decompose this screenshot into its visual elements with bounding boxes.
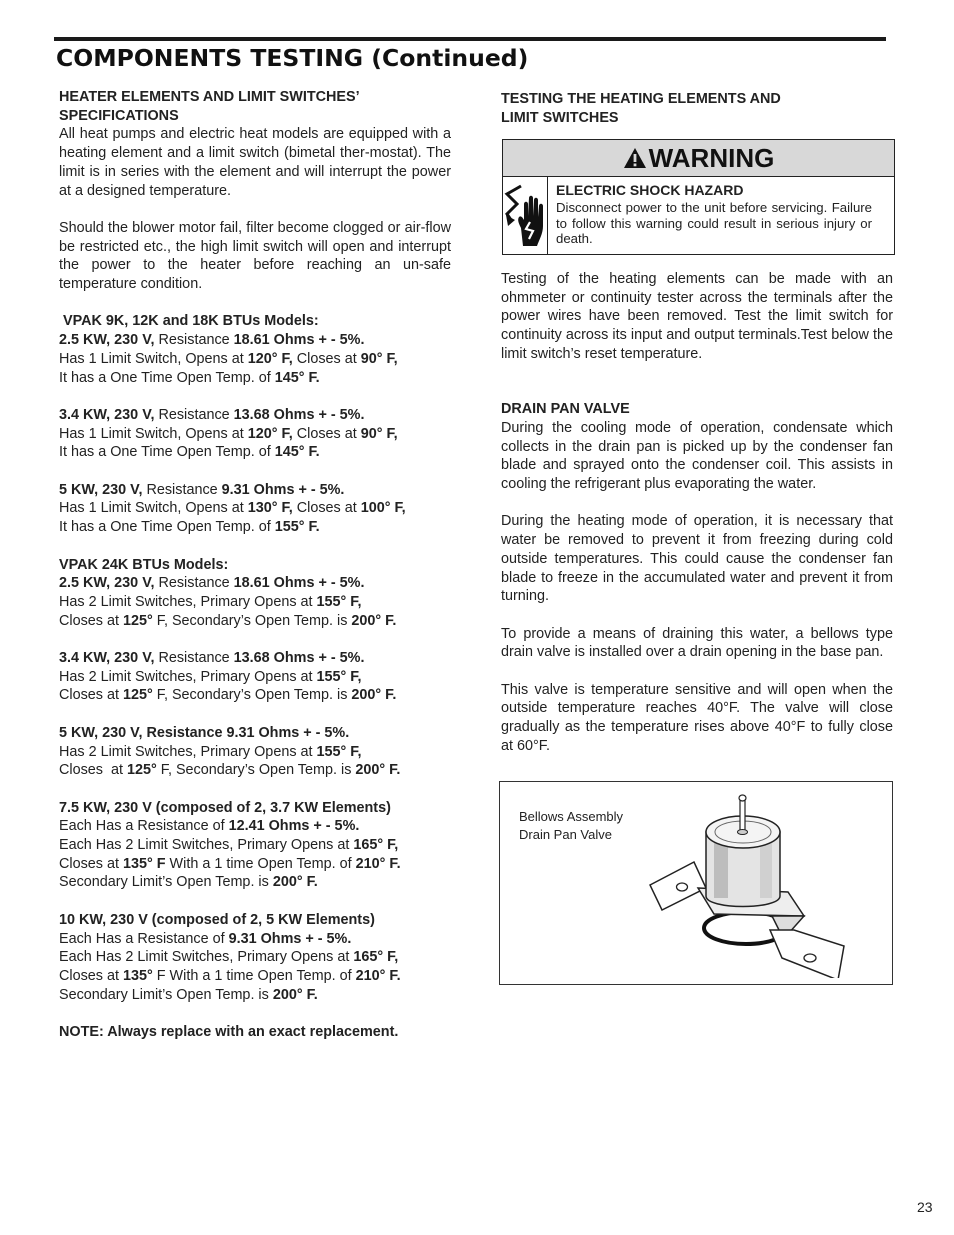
page-number: 23 xyxy=(917,1199,933,1215)
spec-7-5kw: 7.5 KW, 230 V (composed of 2, 3.7 KW Elements) Each Has a Resistance of 12.41 Ohms + - 5%. Each Has 2 Limit Switches, Primary Opens at 165° F, Closes at 135° F With a 1 time Open Temp. of 210° F. Secondary Limit’s Open Temp. is 200° F. xyxy=(59,799,401,891)
spec-10kw: 10 KW, 230 V (composed of 2, 5 KW Elements) Each Has a Resistance of 9.31 Ohms + - 5%. Each Has 2 Limit Switches, Primary Opens at 165° F, Closes at 135° F With a 1 time Open Temp. of 210° F. Secondary Limit’s Open Temp. is 200° F. xyxy=(59,911,401,1003)
hazard-icon-cell xyxy=(503,177,548,254)
drain-paragraph-3: To provide a means of draining this water, a bellows type drain valve is installed over a drain opening in the base pan. xyxy=(501,625,893,661)
intro-paragraph-2: Should the blower motor fail, filter become clogged or air-flow be restricted etc., the high limit switch will open and interrupt the power to the heater before reaching an un-safe temperature condition. xyxy=(59,219,451,293)
warning-label: WARNING xyxy=(648,142,775,173)
warning-header xyxy=(503,140,894,177)
hazard-title: ELECTRIC SHOCK HAZARD xyxy=(556,182,744,198)
drain-paragraph-1: During the cooling mode of operation, condensate which collects in the drain pan is picked up by the condenser fan blade and sprayed onto the condenser coil. This assists in cooling the refrigerant plus evaporating the water. xyxy=(501,419,893,493)
intro-paragraph-1: All heat pumps and electric heat models are equipped with a heating element and a limit switch (bimetal ther-mostat). The limit is in series with the element and will interrupt the power at a designed temperature. xyxy=(59,126,451,199)
testing-heading: TESTING THE HEATING ELEMENTS AND LIMIT SWITCHES xyxy=(501,91,781,126)
page-title: COMPONENTS TESTING (Continued) xyxy=(56,44,529,72)
replacement-note: NOTE: Always replace with an exact replacement. xyxy=(59,1024,399,1040)
spec-5kw-large: 5 KW, 230 V, Resistance 9.31 Ohms + - 5%. Has 2 Limit Switches, Primary Opens at 155° F, Closes at 125° F, Secondary’s Open Temp. is 200° F. xyxy=(59,724,401,779)
figure-caption: Bellows Assembly Drain Pan Valve xyxy=(519,809,624,842)
bellows-figure xyxy=(499,781,893,985)
vpak-small-heading: VPAK 9K, 12K and 18K BTUs Models: xyxy=(59,313,319,330)
left-column xyxy=(59,88,451,1042)
spec-3-4kw-large: 3.4 KW, 230 V, Resistance 13.68 Ohms + - 5%. Has 2 Limit Switches, Primary Opens at 155° F, Closes at 125° F, Secondary’s Open Temp. is 200° F. xyxy=(59,650,397,704)
drain-pan-heading: DRAIN PAN VALVE xyxy=(501,401,630,418)
bellows-valve-illustration xyxy=(648,788,848,978)
spec-5kw-small: 5 KW, 230 V, Resistance 9.31 Ohms + - 5%. Has 1 Limit Switch, Opens at 130° F, Closes at 100° F, It has a One Time Open Temp. of 155° F. xyxy=(59,481,406,536)
spec-2-5kw-small: 2.5 KW, 230 V, Resistance 18.61 Ohms + - 5%. Has 1 Limit Switch, Opens at 120° F, Closes at 90° F, It has a One Time Open Temp. of 145° F. xyxy=(59,332,398,386)
electric-shock-hand-icon xyxy=(503,184,547,248)
drain-paragraph-2: During the heating mode of operation, it is necessary that water be removed to prevent it from freezing during cold outside temperatures. This could cause the condenser fan blade to freeze in the accumulated water and prevent it from turning. xyxy=(501,513,893,605)
spec-2-5kw-large: 2.5 KW, 230 V, Resistance 18.61 Ohms + - 5%. Has 2 Limit Switches, Primary Opens at 155° F, Closes at 125° F, Secondary’s Open Temp. is 200° F. xyxy=(59,575,397,629)
right-column-body xyxy=(501,270,893,756)
warning-box xyxy=(502,139,895,255)
warning-text xyxy=(548,177,894,254)
drain-paragraph-4: This valve is temperature sensitive and will open when the outside temperature reaches 40°F. The valve will close gradually as the temperature rises above 40°F to fully close at 60°F. xyxy=(501,681,893,754)
warning-triangle-icon xyxy=(623,147,647,169)
right-column-top xyxy=(501,90,893,127)
spec-heading: HEATER ELEMENTS AND LIMIT SWITCHES’ SPECIFICATIONS xyxy=(59,89,360,124)
testing-paragraph: Testing of the heating elements can be made with an ohmmeter or continuity tester across the terminals after the power wires have been removed. Test the limit switch for continuity across its input and output terminals.Test below the limit switch’s reset temperature. xyxy=(501,271,893,362)
spec-3-4kw-small: 3.4 KW, 230 V, Resistance 13.68 Ohms + - 5%. Has 1 Limit Switch, Opens at 120° F, Closes at 90° F, It has a One Time Open Temp. of 145° F. xyxy=(59,406,398,461)
vpak-large-heading: VPAK 24K BTUs Models: xyxy=(59,556,229,573)
top-rule xyxy=(54,37,886,41)
hazard-text: Disconnect power to the unit before servicing. Failure to follow this warning could result in serious injury or death. xyxy=(556,200,872,247)
